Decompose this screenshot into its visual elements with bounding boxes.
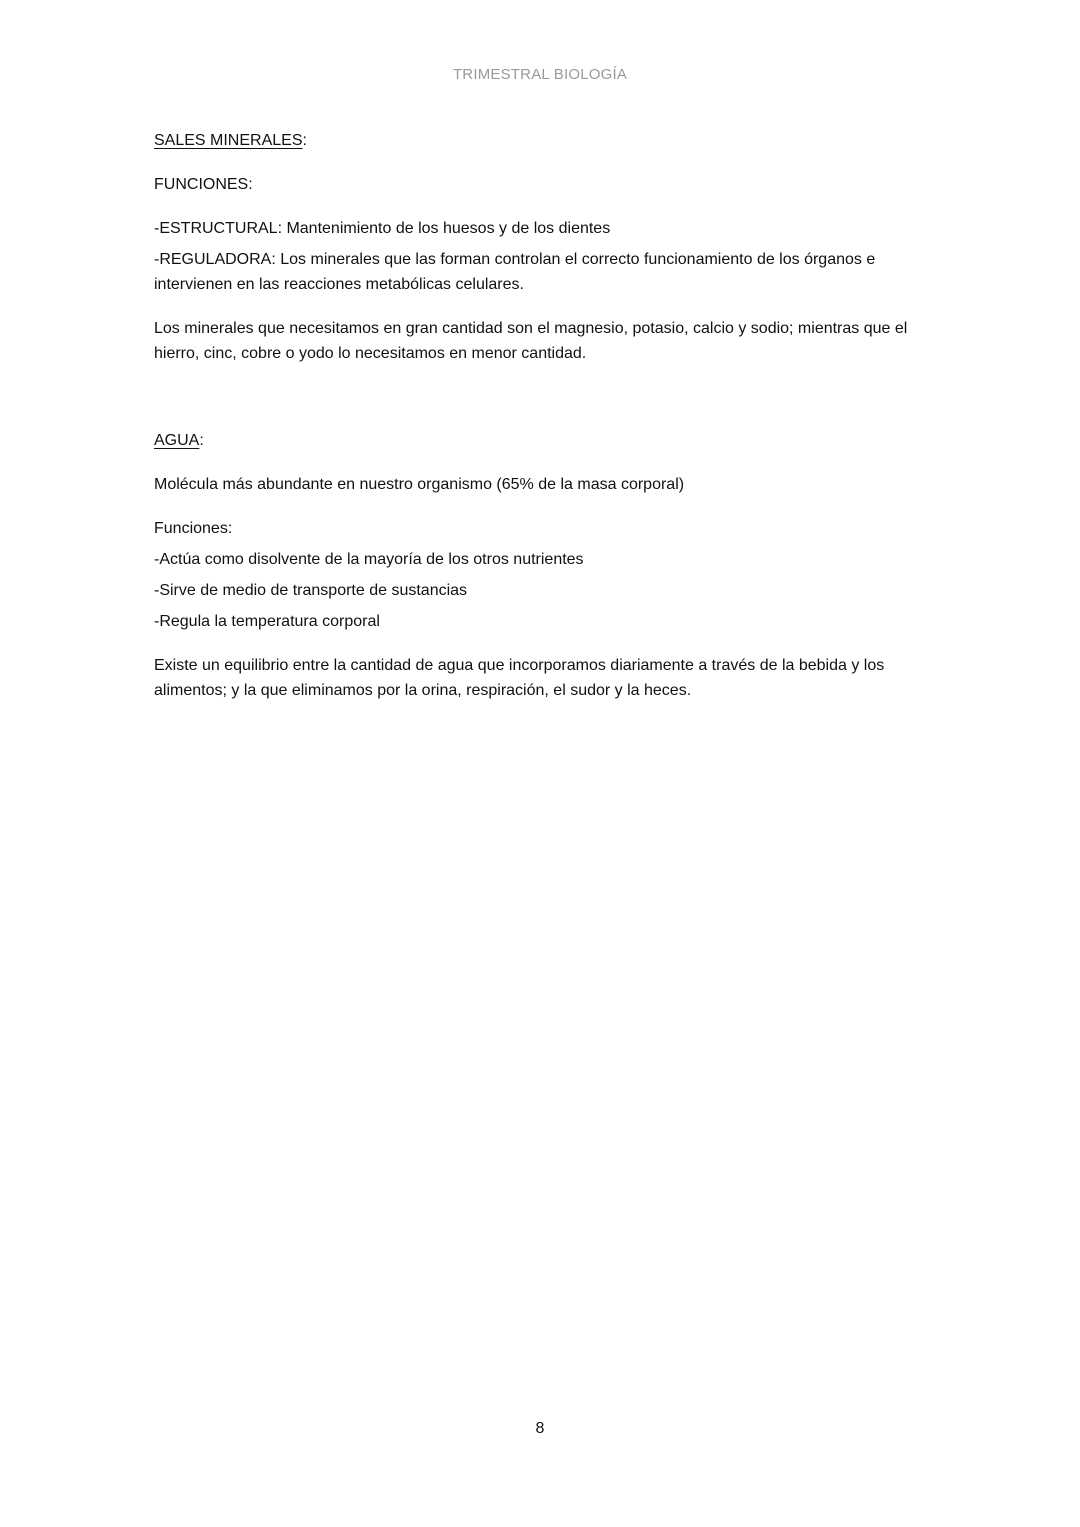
page-number: 8	[535, 1420, 545, 1437]
sales-reguladora: -REGULADORA: Los minerales que las forman controlan el correcto funcionamiento de los órganos e intervienen en las reacciones metabólicas celulares.	[154, 251, 876, 293]
sales-heading	[154, 128, 926, 153]
page-header: TRIMESTRAL BIOLOGÍA	[452, 66, 628, 83]
agua-funcion-item: -Regula la temperatura corporal	[154, 613, 380, 630]
agua-intro: Molécula más abundante en nuestro organismo (65% de la masa corporal)	[154, 476, 685, 493]
agua-heading-colon: :	[199, 432, 204, 449]
sales-heading-colon: :	[302, 132, 307, 149]
page-content	[154, 128, 926, 703]
agua-equilibrio-paragraph: Existe un equilibrio entre la cantidad de agua que incorporamos diariamente a través de la bebida y los alimentos; y la que eliminamos por la orina, respiración, el sudor y la heces.	[154, 657, 885, 699]
agua-heading	[154, 428, 926, 453]
sales-heading-title: SALES MINERALES	[154, 132, 303, 149]
sales-funciones-label: FUNCIONES:	[154, 176, 253, 193]
agua-funcion-item: -Sirve de medio de transporte de sustancias	[154, 582, 468, 599]
sales-minerales-paragraph: Los minerales que necesitamos en gran cantidad son el magnesio, potasio, calcio y sodio; mientras que el hierro, cinc, cobre o yodo lo necesitamos en menor cantidad.	[154, 320, 908, 362]
sales-estructural: -ESTRUCTURAL: Mantenimiento de los huesos y de los dientes	[154, 220, 611, 237]
agua-funcion-item: -Actúa como disolvente de la mayoría de los otros nutrientes	[154, 551, 584, 568]
agua-heading-title: AGUA	[154, 432, 200, 449]
agua-funciones-label: Funciones:	[154, 520, 233, 537]
